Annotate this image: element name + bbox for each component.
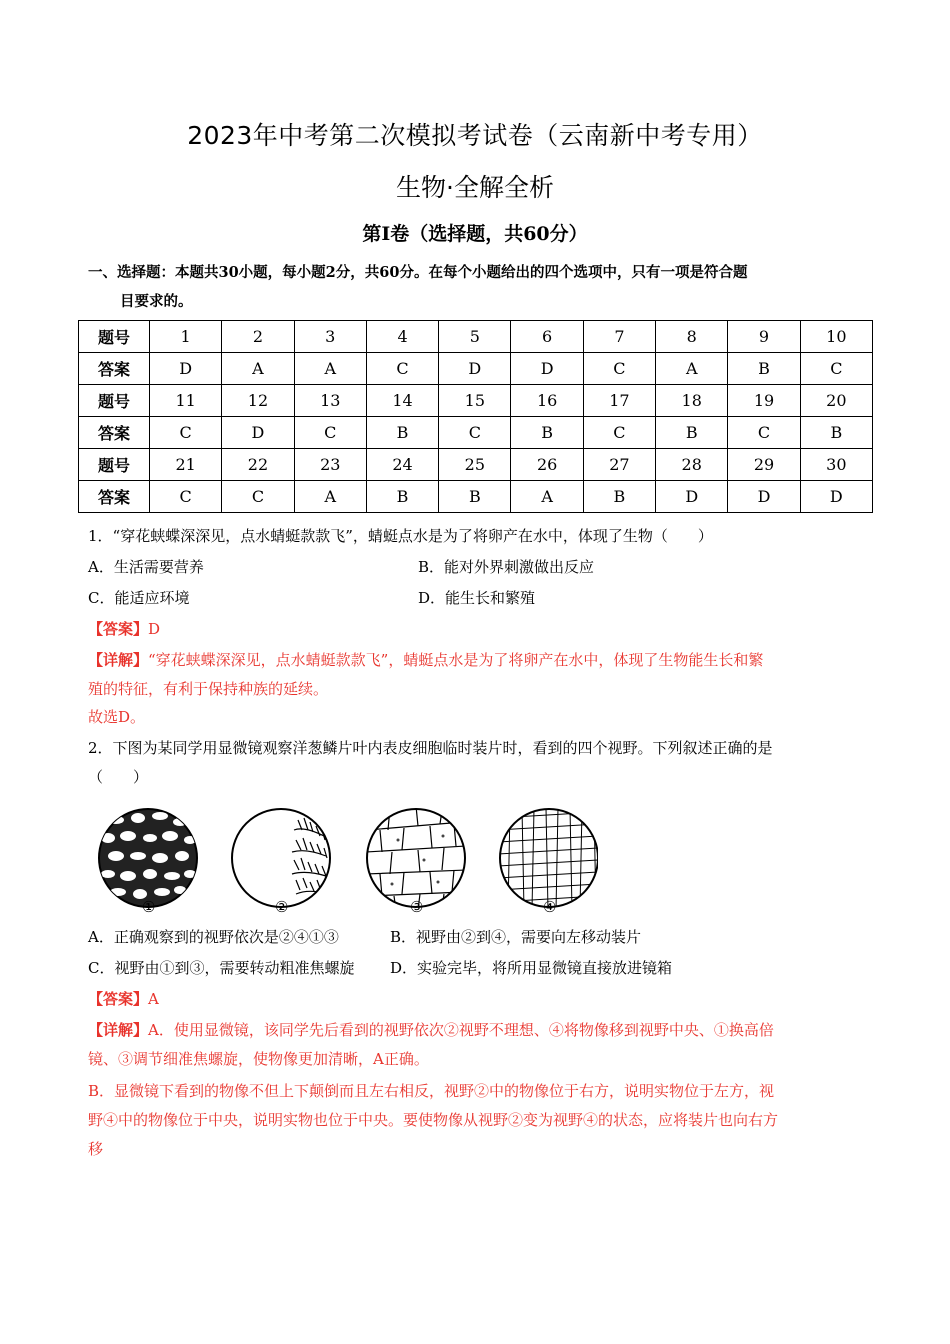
question-number-cell: 25 [439,449,511,481]
answer-cell: A [656,353,728,385]
q1-detail-text: “穿花蛱蝶深深见，点水蜻蜓款款飞”，蜻蜓点水是为了将卵产在水中，体现了生物能生长和繁 [148,651,764,669]
answer-cell: D [222,417,294,449]
answer-cell: D [150,353,222,385]
answer-cell: B [511,417,583,449]
answer-cell: C [728,417,800,449]
answer-cell: B [366,481,438,513]
instructions-line-1: 一、选择题：本题共30小题，每小题2分，共60分。在每个小题给出的四个选项中，只有一项是符合题 [88,264,748,281]
num-label-cell: 题号 [79,385,150,417]
answer-cell: C [150,417,222,449]
ans-label-cell: 答案 [79,417,150,449]
answer-cell: A [294,353,366,385]
section-instructions [88,258,878,316]
answer-table [78,320,873,513]
q2-detail-line-2: 镜、③调节细准焦螺旋，使物像更加清晰，A正确。 [88,1050,429,1068]
answer-cell: D [800,481,872,513]
table-row [79,321,873,353]
q1-conclusion: 故选D。 [88,708,146,726]
answer-cell: B [366,417,438,449]
q2-answer-value: A [148,990,159,1008]
q1-option-c: C．能适应环境 [88,589,190,607]
question-number-cell: 10 [800,321,872,353]
question-number-cell: 12 [222,385,294,417]
q2-stem-line-1: 2．下图为某同学用显微镜观察洋葱鳞片叶内表皮细胞临时装片时，看到的四个视野。下列叙述正确的是 [88,739,773,757]
answer-cell: D [511,353,583,385]
answer-cell: D [439,353,511,385]
field-3 [366,806,466,910]
exam-title: 2023年中考第二次模拟考试卷（云南新中考专用） [187,121,763,150]
question-number-cell: 23 [294,449,366,481]
question-number-cell: 5 [439,321,511,353]
ans-label-cell: 答案 [79,353,150,385]
q1-option-d: D．能生长和繁殖 [418,589,536,607]
field-2 [232,809,330,907]
answer-cell: B [656,417,728,449]
answer-cell: C [583,417,655,449]
question-number-cell: 7 [583,321,655,353]
question-number-cell: 2 [222,321,294,353]
field-3-label: ③ [410,898,424,916]
answer-cell: C [800,353,872,385]
question-number-cell: 19 [728,385,800,417]
q2-answer-tag: 【答案】 [88,990,149,1008]
q2-detail-line-5: 移 [88,1140,104,1158]
table-row [79,385,873,417]
q1-stem: 1．“穿花蛱蝶深深见，点水蜻蜓款款飞”，蜻蜓点水是为了将卵产在水中，体现了生物（ ） [88,527,713,545]
question-number-cell: 17 [583,385,655,417]
table-row [79,481,873,513]
question-number-cell: 13 [294,385,366,417]
q2-option-a: A．正确观察到的视野依次是②④①③ [88,928,339,946]
answer-cell: C [439,417,511,449]
q2-detail-line-3: B．显微镜下看到的物像不但上下颠倒而且左右相反，视野②中的物像位于右方，说明实物位于左方，视 [88,1082,775,1100]
instructions-line-2: 目要求的。 [120,293,193,310]
answer-cell: C [294,417,366,449]
q1-detail-line-1 [88,649,868,670]
question-number-cell: 9 [728,321,800,353]
question-number-cell: 28 [656,449,728,481]
question-number-cell: 27 [583,449,655,481]
question-number-cell: 30 [800,449,872,481]
q1-option-b: B．能对外界刺激做出反应 [418,558,595,576]
answer-cell: C [366,353,438,385]
question-number-cell: 24 [366,449,438,481]
q1-answer-value: D [148,620,161,638]
field-1 [99,809,197,907]
field-4 [498,808,598,910]
question-number-cell: 1 [150,321,222,353]
q2-detail-text: A．使用显微镜，该同学先后看到的视野依次②视野不理想、④将物像移到视野中央、①换高倍 [148,1021,774,1039]
answer-cell: C [222,481,294,513]
answer-cell: C [583,353,655,385]
exam-subtitle: 生物·全解全析 [396,173,554,202]
table-row [79,417,873,449]
field-4-label: ④ [543,898,557,916]
q2-stem-line-2: （ ） [88,768,149,786]
answer-cell: A [222,353,294,385]
ans-label-cell: 答案 [79,481,150,513]
num-label-cell: 题号 [79,321,150,353]
question-number-cell: 21 [150,449,222,481]
figure-labels [98,898,598,920]
q1-option-a: A．生活需要营养 [88,558,204,576]
q1-detail-tag: 【详解】 [88,651,149,669]
question-number-cell: 6 [511,321,583,353]
q1-detail-line-2: 殖的特征，有利于保持种族的延续。 [88,680,329,698]
q1-answer [88,618,868,639]
question-number-cell: 3 [294,321,366,353]
answer-cell: B [800,417,872,449]
section-heading: 第Ⅰ卷（选择题，共60分） [362,223,588,245]
question-number-cell: 15 [439,385,511,417]
question-number-cell: 16 [511,385,583,417]
question-number-cell: 8 [656,321,728,353]
field-2-label: ② [275,898,289,916]
answer-cell: A [294,481,366,513]
q2-detail-line-1 [88,1019,868,1040]
q2-answer [88,988,868,1009]
question-number-cell: 20 [800,385,872,417]
answer-cell: D [728,481,800,513]
q2-detail-tag: 【详解】 [88,1021,149,1039]
question-number-cell: 18 [656,385,728,417]
q2-option-d: D．实验完毕，将所用显微镜直接放进镜箱 [390,959,673,977]
answer-cell: A [511,481,583,513]
answer-cell: D [656,481,728,513]
microscope-fields-figure [98,800,598,920]
question-number-cell: 4 [366,321,438,353]
table-row [79,353,873,385]
answer-cell: C [150,481,222,513]
question-number-cell: 11 [150,385,222,417]
q2-detail-line-4: 野④中的物像位于中央，说明实物也位于中央。要使物像从视野②变为视野④的状态，应将装片也向右方 [88,1111,779,1129]
answer-cell: B [439,481,511,513]
q2-option-b: B．视野由②到④，需要向左移动装片 [390,928,642,946]
question-number-cell: 22 [222,449,294,481]
question-number-cell: 26 [511,449,583,481]
q1-answer-tag: 【答案】 [88,620,149,638]
question-number-cell: 29 [728,449,800,481]
q2-option-c: C．视野由①到③，需要转动粗准焦螺旋 [88,959,355,977]
field-1-label: ① [142,898,156,916]
table-row [79,449,873,481]
answer-cell: B [583,481,655,513]
answer-cell: B [728,353,800,385]
question-number-cell: 14 [366,385,438,417]
num-label-cell: 题号 [79,449,150,481]
